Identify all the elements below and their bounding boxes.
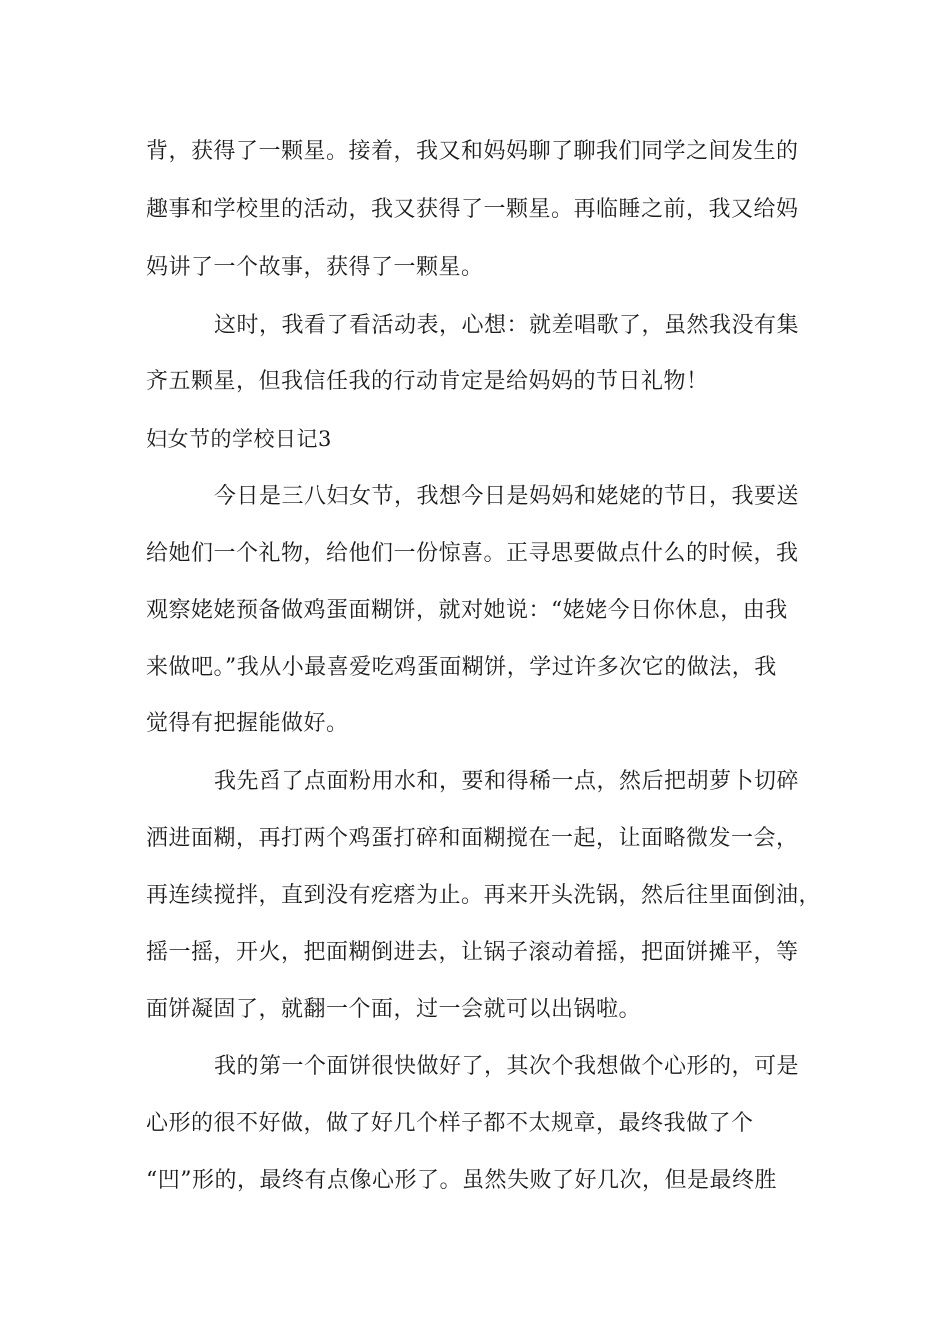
text-line: 摇一摇，开火，把面糊倒进去，让锅子滚动着摇，把面饼摊平，等 [146, 940, 799, 965]
text-line: 我先舀了点面粉用水和，要和得稀一点，然后把胡萝卜切碎 [214, 769, 800, 794]
text-line: 妈讲了一个故事，获得了一颗星。 [146, 255, 484, 280]
text-line: 面饼凝固了，就翻一个面，过一会就可以出锅啦。 [146, 997, 642, 1022]
text-line: 再连续搅拌，直到没有疙瘩为止。再来开头洗锅，然后往里面倒油， [146, 883, 822, 908]
text-line: 心形的很不好做，做了好几个样子都不太规章，最终我做了个 [146, 1111, 754, 1136]
text-line: 给她们一个礼物，给他们一份惊喜。正寻思要做点什么的时候，我 [146, 541, 799, 566]
text-line: 这时，我看了看活动表，心想：就差唱歌了，虽然我没有集 [214, 313, 800, 338]
text-line: 洒进面糊，再打两个鸡蛋打碎和面糊搅在一起，让面略微发一会， [146, 826, 799, 851]
text-line: 来做吧。”我从小最喜爱吃鸡蛋面糊饼，学过许多次它的做法，我 [146, 655, 777, 680]
text-line: 齐五颗星，但我信任我的行动肯定是给妈妈的节日礼物！ [146, 369, 709, 394]
text-line: 我的第一个面饼很快做好了，其次个我想做个心形的，可是 [214, 1054, 800, 1079]
text-line: 背，获得了一颗星。接着，我又和妈妈聊了聊我们同学之间发生的 [146, 139, 799, 164]
text-line: 觉得有把握能做好。 [146, 711, 349, 736]
section-heading: 妇女节的学校日记3 [146, 427, 332, 451]
text-line: 观察姥姥预备做鸡蛋面糊饼，就对她说：“姥姥今日你休息，由我 [146, 598, 788, 623]
text-line: “凹”形的，最终有点像心形了。虽然失败了好几次，但是最终胜 [146, 1168, 777, 1193]
text-line: 趣事和学校里的活动，我又获得了一颗星。再临睡之前，我又给妈 [146, 197, 799, 222]
text-line: 今日是三八妇女节，我想今日是妈妈和姥姥的节日，我要送 [214, 484, 800, 509]
